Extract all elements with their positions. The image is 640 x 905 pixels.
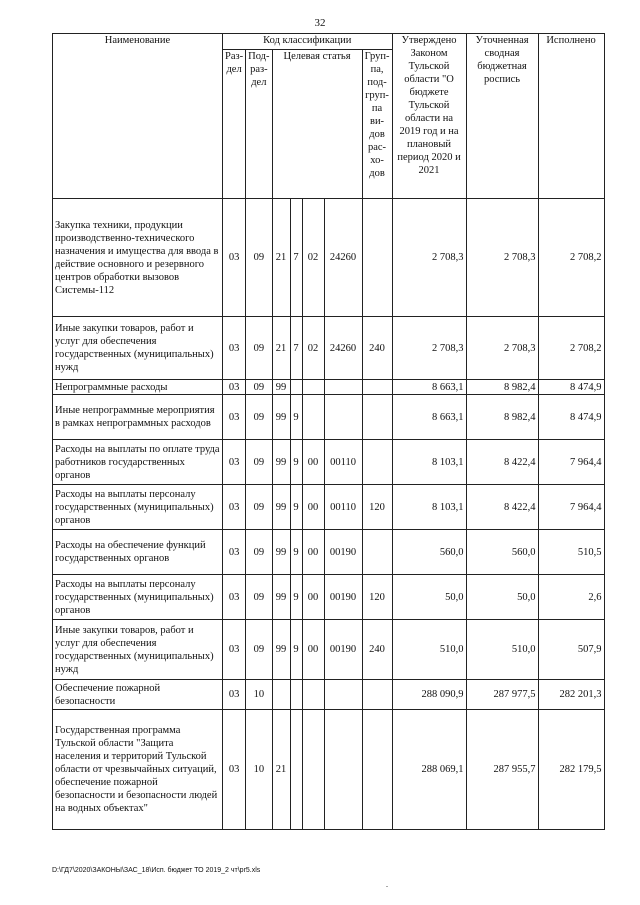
cell-grp — [362, 710, 392, 830]
cell-t2: 9 — [290, 440, 302, 485]
cell-sub: 09 — [246, 395, 272, 440]
cell-name: Обеспечение пожарной безопасности — [53, 680, 223, 710]
cell-sub: 09 — [246, 440, 272, 485]
cell-revised: 50,0 — [466, 575, 538, 620]
cell-revised: 2 708,3 — [466, 317, 538, 380]
cell-t4 — [324, 395, 362, 440]
cell-approved: 288 090,9 — [392, 680, 466, 710]
cell-name: Государственная программа Тульской области "Защита населения и территорий Тульской области от чрезвычайных ситуаций, обеспечение пожарной безопасности и безопасности людей на водных объектах" — [53, 710, 223, 830]
cell-approved: 50,0 — [392, 575, 466, 620]
cell-t2 — [290, 710, 302, 830]
cell-sub: 09 — [246, 380, 272, 395]
cell-t2: 9 — [290, 620, 302, 680]
cell-t1: 99 — [272, 620, 290, 680]
cell-sec: 03 — [223, 680, 246, 710]
cell-approved: 8 663,1 — [392, 395, 466, 440]
cell-grp: 240 — [362, 317, 392, 380]
cell-t1: 99 — [272, 575, 290, 620]
cell-name: Расходы на обеспечение функций государственных органов — [53, 530, 223, 575]
cell-t2: 9 — [290, 575, 302, 620]
cell-t1: 99 — [272, 485, 290, 530]
cell-executed: 282 201,3 — [538, 680, 604, 710]
cell-t1: 21 — [272, 199, 290, 317]
header-subsection: Под-раз-дел — [246, 50, 272, 199]
header-code-group: Код классификации — [223, 34, 393, 50]
cell-t2: 9 — [290, 395, 302, 440]
cell-sec: 03 — [223, 485, 246, 530]
cell-sub: 10 — [246, 680, 272, 710]
cell-approved: 288 069,1 — [392, 710, 466, 830]
cell-t3 — [302, 395, 324, 440]
cell-name: Иные закупки товаров, работ и услуг для обеспечения государственных (муниципальных) нужд — [53, 620, 223, 680]
cell-name: Непрограммные расходы — [53, 380, 223, 395]
cell-t2 — [290, 380, 302, 395]
cell-t4: 00110 — [324, 485, 362, 530]
cell-approved: 8 103,1 — [392, 440, 466, 485]
cell-grp — [362, 199, 392, 317]
cell-executed: 8 474,9 — [538, 380, 604, 395]
table-row — [53, 530, 605, 575]
cell-t3: 00 — [302, 485, 324, 530]
cell-executed: 510,5 — [538, 530, 604, 575]
cell-revised: 8 422,4 — [466, 485, 538, 530]
cell-t3 — [302, 710, 324, 830]
cell-sub: 09 — [246, 530, 272, 575]
cell-name: Расходы на выплаты по оплате труда работников государственных органов — [53, 440, 223, 485]
header-group: Груп-па, под-груп-па ви-дов рас-хо-дов — [362, 50, 392, 199]
cell-t1: 21 — [272, 710, 290, 830]
cell-sec: 03 — [223, 710, 246, 830]
header-section: Раз-дел — [223, 50, 246, 199]
cell-name: Закупка техники, продукции производственно-технического назначения и имущества для ввода в действие основного и резервного центров обработки вызовов Системы-112 — [53, 199, 223, 317]
cell-sec: 03 — [223, 395, 246, 440]
cell-t3: 00 — [302, 575, 324, 620]
cell-name: Иные закупки товаров, работ и услуг для обеспечения государственных (муниципальных) нужд — [53, 317, 223, 380]
cell-sec: 03 — [223, 380, 246, 395]
cell-sub: 09 — [246, 620, 272, 680]
header-executed: Исполнено — [538, 34, 604, 199]
cell-sub: 10 — [246, 710, 272, 830]
cell-revised: 8 982,4 — [466, 395, 538, 440]
cell-executed: 8 474,9 — [538, 395, 604, 440]
budget-table — [52, 33, 605, 830]
cell-sec: 03 — [223, 440, 246, 485]
cell-t1 — [272, 680, 290, 710]
cell-executed: 2 708,2 — [538, 199, 604, 317]
cell-grp — [362, 380, 392, 395]
cell-sec: 03 — [223, 317, 246, 380]
cell-t3: 00 — [302, 440, 324, 485]
footer-dot: . — [386, 880, 388, 889]
cell-approved: 8 103,1 — [392, 485, 466, 530]
cell-sec: 03 — [223, 199, 246, 317]
cell-t3 — [302, 380, 324, 395]
cell-grp — [362, 530, 392, 575]
cell-t2: 9 — [290, 530, 302, 575]
header-approved: Утверждено Законом Тульской области "О бюджете Тульской области на 2019 год и на плановый период 2020 и 2021 — [392, 34, 466, 199]
cell-grp — [362, 395, 392, 440]
cell-name: Иные непрограммные мероприятия в рамках непрограммных расходов — [53, 395, 223, 440]
cell-revised: 287 955,7 — [466, 710, 538, 830]
cell-revised: 2 708,3 — [466, 199, 538, 317]
table-row — [53, 317, 605, 380]
cell-name: Расходы на выплаты персоналу государственных (муниципальных) органов — [53, 485, 223, 530]
cell-revised: 510,0 — [466, 620, 538, 680]
table-row — [53, 380, 605, 395]
cell-t2: 9 — [290, 485, 302, 530]
cell-grp: 120 — [362, 575, 392, 620]
cell-t3 — [302, 680, 324, 710]
cell-t3: 00 — [302, 620, 324, 680]
cell-grp — [362, 440, 392, 485]
cell-revised: 8 422,4 — [466, 440, 538, 485]
cell-executed: 7 964,4 — [538, 485, 604, 530]
table-row — [53, 620, 605, 680]
cell-t4: 24260 — [324, 199, 362, 317]
header-name: Наименование — [53, 34, 223, 199]
cell-grp: 240 — [362, 620, 392, 680]
cell-t3: 00 — [302, 530, 324, 575]
cell-grp: 120 — [362, 485, 392, 530]
cell-sec: 03 — [223, 575, 246, 620]
cell-t2: 7 — [290, 199, 302, 317]
cell-sub: 09 — [246, 199, 272, 317]
cell-approved: 2 708,3 — [392, 199, 466, 317]
cell-sub: 09 — [246, 575, 272, 620]
cell-t1: 99 — [272, 380, 290, 395]
table-row — [53, 440, 605, 485]
cell-revised: 560,0 — [466, 530, 538, 575]
cell-t4 — [324, 680, 362, 710]
cell-executed: 282 179,5 — [538, 710, 604, 830]
table-row — [53, 710, 605, 830]
cell-t3: 02 — [302, 317, 324, 380]
cell-executed: 7 964,4 — [538, 440, 604, 485]
cell-t2: 7 — [290, 317, 302, 380]
cell-revised: 8 982,4 — [466, 380, 538, 395]
cell-sec: 03 — [223, 530, 246, 575]
cell-name: Расходы на выплаты персоналу государственных (муниципальных) органов — [53, 575, 223, 620]
cell-t1: 21 — [272, 317, 290, 380]
cell-approved: 560,0 — [392, 530, 466, 575]
file-path: D:\ГД7\2020\ЗАКОНЫ\ЗАС_18\Исп. бюджет ТО 2019_2 чт\pr5.xls — [52, 867, 261, 874]
cell-t4: 00190 — [324, 575, 362, 620]
cell-t4: 00110 — [324, 440, 362, 485]
table-row — [53, 575, 605, 620]
cell-executed: 2,6 — [538, 575, 604, 620]
cell-t4: 24260 — [324, 317, 362, 380]
cell-sub: 09 — [246, 317, 272, 380]
cell-t2 — [290, 680, 302, 710]
cell-executed: 507,9 — [538, 620, 604, 680]
cell-t4: 00190 — [324, 620, 362, 680]
cell-approved: 8 663,1 — [392, 380, 466, 395]
cell-t4 — [324, 710, 362, 830]
cell-t3: 02 — [302, 199, 324, 317]
header-target: Целевая статья — [272, 50, 362, 199]
cell-grp — [362, 680, 392, 710]
cell-t4 — [324, 380, 362, 395]
page-number: 32 — [314, 17, 326, 29]
table-row — [53, 680, 605, 710]
cell-sec: 03 — [223, 620, 246, 680]
cell-approved: 510,0 — [392, 620, 466, 680]
table-row — [53, 485, 605, 530]
table-row — [53, 199, 605, 317]
cell-t1: 99 — [272, 395, 290, 440]
cell-t1: 99 — [272, 530, 290, 575]
cell-sub: 09 — [246, 485, 272, 530]
cell-t1: 99 — [272, 440, 290, 485]
cell-approved: 2 708,3 — [392, 317, 466, 380]
header-revised: Уточненная сводная бюджетная роспись — [466, 34, 538, 199]
table-row — [53, 395, 605, 440]
cell-revised: 287 977,5 — [466, 680, 538, 710]
cell-t4: 00190 — [324, 530, 362, 575]
cell-executed: 2 708,2 — [538, 317, 604, 380]
